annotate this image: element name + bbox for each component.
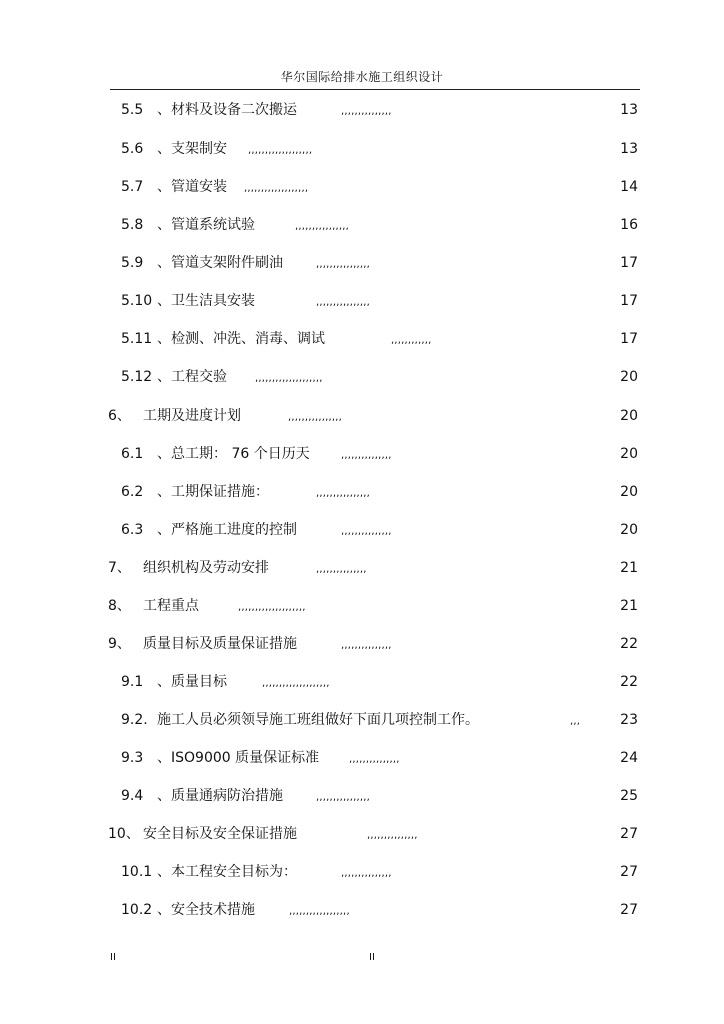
toc-entry[interactable] — [0, 367, 724, 387]
toc-entry-page-number: 22 — [620, 636, 638, 652]
toc-entry-title: 、严格施工进度的控制 — [157, 522, 297, 538]
toc-entry-title: 、质量目标 — [157, 674, 227, 690]
toc-entry-page-number: 20 — [620, 484, 638, 500]
toc-entry-title: 、质量通病防治措施 — [157, 788, 283, 804]
toc-entry[interactable] — [0, 634, 724, 654]
toc-entry-title: 、管道安装 — [157, 179, 227, 195]
toc-entry-page-number: 21 — [620, 598, 638, 614]
toc-entry-leader: ,,,,,,,,,,,,,,,,,,, — [248, 145, 313, 156]
toc-entry-leader: ,,,,,,,,,,,,,,, — [341, 450, 392, 461]
toc-entry-leader: ,,,,,,,,,,,,,,,,,,,, — [238, 602, 306, 613]
toc-entry-number: 6.1 — [121, 446, 144, 462]
toc-entry-leader: ,,,,,,,,,,,,,,,,,,,, — [262, 678, 330, 689]
toc-entry-number: 9.1 — [121, 674, 144, 690]
toc-entry-number: 5.11 — [121, 331, 153, 347]
footer-left-page-number: II — [110, 952, 116, 963]
toc-entry-title: 、材料及设备二次搬运 — [157, 102, 297, 118]
toc-entry-leader: ,,, — [570, 716, 581, 727]
toc-entry-page-number: 25 — [620, 788, 638, 804]
toc-entry-page-number: 21 — [620, 560, 638, 576]
toc-entry-leader: ,,,,,,,,,,,, — [391, 335, 432, 346]
toc-entry-title: 工程重点 — [143, 598, 199, 614]
toc-entry-number: 5.8 — [121, 217, 144, 233]
toc-entry-title: 、工程交验 — [157, 369, 227, 385]
toc-entry-title: 安全目标及安全保证措施 — [143, 826, 297, 842]
toc-entry-page-number: 27 — [620, 826, 638, 842]
toc-entry-number: 9.3 — [121, 750, 144, 766]
toc-entry-number: 9.4 — [121, 788, 144, 804]
toc-entry-number: 5.5 — [121, 102, 144, 118]
toc-entry-leader: ,,,,,,,,,,,,,,,, — [288, 412, 343, 423]
toc-entry[interactable] — [0, 253, 724, 273]
toc-entry-leader: ,,,,,,,,,,,,,,, — [316, 564, 367, 575]
toc-entry-leader: ,,,,,,,,,,,,,,,, — [295, 221, 350, 232]
toc-entry-title: 质量目标及质量保证措施 — [143, 636, 297, 652]
toc-entry-page-number: 23 — [620, 712, 638, 728]
toc-entry[interactable] — [0, 824, 724, 844]
toc-entry-leader: ,,,,,,,,,,,,,,, — [341, 868, 392, 879]
toc-entry[interactable] — [0, 329, 724, 349]
toc-entry[interactable] — [0, 558, 724, 578]
toc-entry-title: 、卫生洁具安装 — [157, 293, 255, 309]
toc-entry-title: 工期及进度计划 — [143, 408, 241, 424]
toc-entry[interactable] — [0, 710, 724, 730]
toc-entry-leader: ,,,,,,,,,,,,,,,,,, — [289, 906, 350, 917]
toc-entry-page-number: 20 — [620, 522, 638, 538]
toc-entry-leader: ,,,,,,,,,,,,,,,, — [316, 792, 371, 803]
toc-entry-leader: ,,,,,,,,,,,,,,, — [367, 830, 418, 841]
toc-entry[interactable] — [0, 100, 724, 120]
toc-entry-title: 、ISO9000 质量保证标准 — [157, 750, 320, 766]
toc-entry-page-number: 27 — [620, 864, 638, 880]
toc-entry-page-number: 17 — [620, 331, 638, 347]
toc-entry[interactable] — [0, 862, 724, 882]
toc-entry-title: 、本工程安全目标为： — [157, 864, 297, 880]
toc-entry-leader: ,,,,,,,,,,,,,,,, — [316, 488, 371, 499]
toc-entry[interactable] — [0, 291, 724, 311]
toc-entry[interactable] — [0, 900, 724, 920]
toc-entry-page-number: 24 — [620, 750, 638, 766]
toc-entry[interactable] — [0, 520, 724, 540]
toc-entry[interactable] — [0, 748, 724, 768]
toc-entry-page-number: 27 — [620, 902, 638, 918]
toc-entry-page-number: 13 — [620, 102, 638, 118]
toc-entry[interactable] — [0, 177, 724, 197]
toc-entry[interactable] — [0, 215, 724, 235]
toc-entry-page-number: 20 — [620, 408, 638, 424]
toc-entry[interactable] — [0, 672, 724, 692]
toc-entry-number: 5.10 — [121, 293, 153, 309]
toc-entry-page-number: 20 — [620, 369, 638, 385]
toc-entry-title: 、管道支架附件刷油 — [157, 255, 283, 271]
header-title: 华尔国际给排水施工组织设计 — [280, 70, 444, 84]
toc-entry-leader: ,,,,,,,,,,,,,,,,,,,, — [255, 373, 323, 384]
toc-entry[interactable] — [0, 444, 724, 464]
toc-entry-page-number: 14 — [620, 179, 638, 195]
footer-center-page-number: II — [369, 952, 375, 963]
toc-entry-number: 10.2 — [121, 902, 153, 918]
toc-entry[interactable] — [0, 406, 724, 426]
toc-entry-number: 5.9 — [121, 255, 144, 271]
toc-entry-title: 、检测、冲洗、消毒、调试 — [157, 331, 325, 347]
toc-entry-leader: ,,,,,,,,,,,,,,, — [341, 106, 392, 117]
toc-entry[interactable] — [0, 596, 724, 616]
toc-entry-number: 6、 — [108, 408, 131, 424]
toc-entry[interactable] — [0, 786, 724, 806]
toc-entry-title: 组织机构及劳动安排 — [143, 560, 269, 576]
toc-entry-number: 5.7 — [121, 179, 144, 195]
toc-entry-number: 9.2. — [121, 712, 148, 728]
toc-entry-number: 7、 — [108, 560, 131, 576]
toc-entry-title: 施工人员必须领导施工班组做好下面几项控制工作。 — [157, 712, 479, 728]
toc-entry-title: 、工期保证措施： — [157, 484, 269, 500]
toc-entry-leader: ,,,,,,,,,,,,,,,, — [316, 259, 371, 270]
toc-entry-page-number: 17 — [620, 255, 638, 271]
header-rule — [110, 89, 640, 90]
toc-entry[interactable] — [0, 482, 724, 502]
toc-entry-page-number: 17 — [620, 293, 638, 309]
toc-entry-page-number: 20 — [620, 446, 638, 462]
toc-entry-leader: ,,,,,,,,,,,,,,,, — [316, 297, 371, 308]
toc-entry-leader: ,,,,,,,,,,,,,,,,,,, — [244, 183, 309, 194]
toc-entry-number: 10、 — [108, 826, 140, 842]
toc-entry-page-number: 13 — [620, 141, 638, 157]
toc-entry-number: 5.12 — [121, 369, 153, 385]
toc-entry-leader: ,,,,,,,,,,,,,,, — [341, 526, 392, 537]
toc-entry-title: 、安全技术措施 — [157, 902, 255, 918]
toc-entry-number: 6.2 — [121, 484, 144, 500]
toc-entry-number: 9、 — [108, 636, 131, 652]
toc-entry-number: 6.3 — [121, 522, 144, 538]
toc-entry-number: 8、 — [108, 598, 131, 614]
toc-entry-number: 5.6 — [121, 141, 144, 157]
toc-entry-number: 10.1 — [121, 864, 153, 880]
toc-entry[interactable] — [0, 139, 724, 159]
toc-entry-leader: ,,,,,,,,,,,,,,, — [341, 640, 392, 651]
toc-entry-page-number: 22 — [620, 674, 638, 690]
toc-entry-title: 、管道系统试验 — [157, 217, 255, 233]
toc-entry-title: 、支架制安 — [157, 141, 227, 157]
toc-entry-leader: ,,,,,,,,,,,,,,, — [349, 754, 400, 765]
toc-entry-page-number: 16 — [620, 217, 638, 233]
toc-entry-title: 、总工期： 76 个日历天 — [157, 446, 310, 462]
